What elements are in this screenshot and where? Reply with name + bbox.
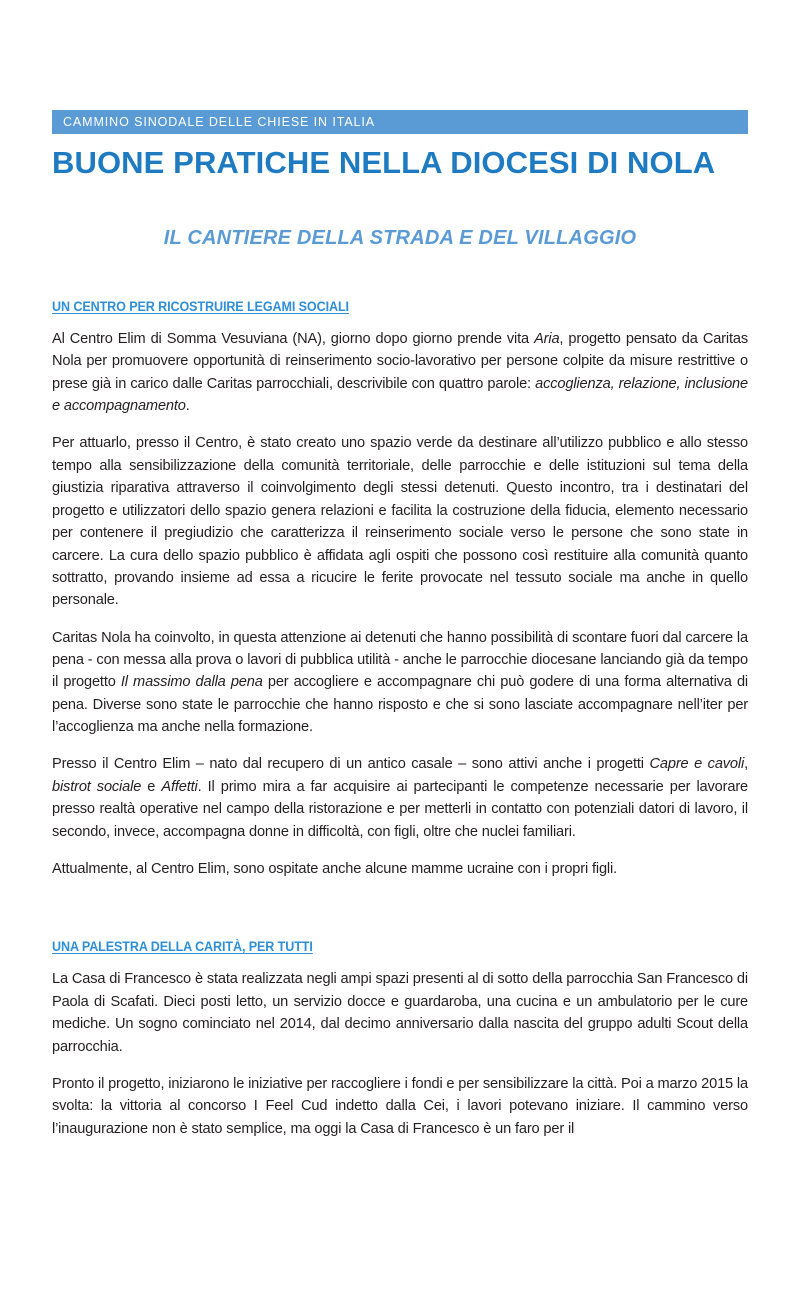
page-title: BUONE PRATICHE NELLA DIOCESI DI NOLA xyxy=(52,145,716,180)
section-1 xyxy=(52,298,748,316)
banner-label: CAMMINO SINODALE DELLE CHIESE IN ITALIA xyxy=(63,115,376,129)
paragraph: Per attuarlo, presso il Centro, è stato creato uno spazio verde da destinare all’utilizzo pubblico e allo stesso tempo alla sensibilizzazione della comunità territoriale, delle parrocchie e delle istituzioni sul tema della giustizia riparativa attraverso il coinvolgimento degli stessi detenuti. Questo incontro, tra i destinatari del progetto e utilizzatori dello spazio genera relazioni e facilita la costruzione della fiducia, elemento necessario per contenere il pregiudizio che caratterizza il reinserimento sociale verso le persone che sono state in carcere. La cura dello spazio pubblico è affidata agli ospiti che possono così restituire alla comunità quanto sottratto, provando insieme ad essa a ricucire le ferite provocate nel tessuto sociale ma anche in quello personale. xyxy=(52,435,748,609)
emphasis-text: Aria xyxy=(534,330,560,347)
paragraph: Caritas Nola ha coinvolto, in questa attenzione ai detenuti che hanno possibilità di scontare fuori dal carcere la pena - con messa alla prova o lavori di pubblica utilità - anche le parrocchie diocesane lanciando già da tempo il progetto Il massimo dalla pena per accogliere e accompagnare chi può godere di una forma alternativa di pena. Diverse sono state le parrocchie che hanno risposto e che si sono lasciate accompagnare nell’iter per l’accoglienza ma anche nella formazione. xyxy=(52,629,748,736)
paragraph: La Casa di Francesco è stata realizzata negli ampi spazi presenti al di sotto della parrocchia San Francesco di Paola di Scafati. Dieci posti letto, un servizio docce e guardaroba, una cucina e un ambulatorio per le cure mediche. Un sogno cominciato nel 2014, dal decimo anniversario dalla nascita del gruppo adulti Scout della parrocchia. xyxy=(52,971,748,1055)
header-banner xyxy=(52,110,748,134)
paragraph: Attualmente, al Centro Elim, sono ospitate anche alcune mamme ucraine con i propri figli. xyxy=(52,860,618,877)
section-heading-2: UNA PALESTRA DELLA CARITÀ, PER TUTTI xyxy=(52,939,313,955)
document-page xyxy=(0,110,800,1310)
emphasis-text: Affetti xyxy=(161,778,198,795)
section-1-body xyxy=(52,328,748,881)
paragraph: Al Centro Elim di Somma Vesuviana (NA), giorno dopo giorno prende vita Aria, progetto pensato da Caritas Nola per promuovere opportunità di reinserimento socio-lavorativo per persone colpite da misure restrittive o prese già in carico dalle Caritas parrocchiali, descrivibile con quattro parole: accoglienza, relazione, inclusione e accompagnamento. xyxy=(52,330,748,415)
page-subtitle: IL CANTIERE DELLA STRADA E DEL VILLAGGIO xyxy=(163,226,637,249)
section-2 xyxy=(52,938,748,956)
emphasis-text: Il massimo dalla pena xyxy=(120,674,263,691)
section-2-body xyxy=(52,968,748,1140)
section-heading-1: UN CENTRO PER RICOSTRUIRE LEGAMI SOCIALI xyxy=(52,298,349,314)
emphasis-text: accoglienza, relazione, inclusione e accompagnamento xyxy=(52,375,748,415)
emphasis-text: Capre e cavoli xyxy=(649,756,745,773)
paragraph: Pronto il progetto, iniziarono le iniziative per raccogliere i fondi e per sensibilizzare la città. Poi a marzo 2015 la svolta: la vittoria al concorso I Feel Cud indetto dalla Cei, i lavori potevano iniziare. Il cammino verso l’inaugurazione non è stato semplice, ma oggi la Casa di Francesco è un faro per il xyxy=(52,1075,748,1137)
paragraph: Presso il Centro Elim – nato dal recupero di un antico casale – sono attivi anche i progetti Capre e cavoli, bistrot sociale e Affetti. Il primo mira a far acquisire ai partecipanti le competenze necessarie per lavorare presso realtà operative nel campo della ristorazione e per metterli in contatto con potenziali datori di lavoro, il secondo, invece, accompagna donne in difficoltà, con figli, oltre che nuclei familiari. xyxy=(52,756,748,840)
emphasis-text: bistrot sociale xyxy=(52,778,142,795)
